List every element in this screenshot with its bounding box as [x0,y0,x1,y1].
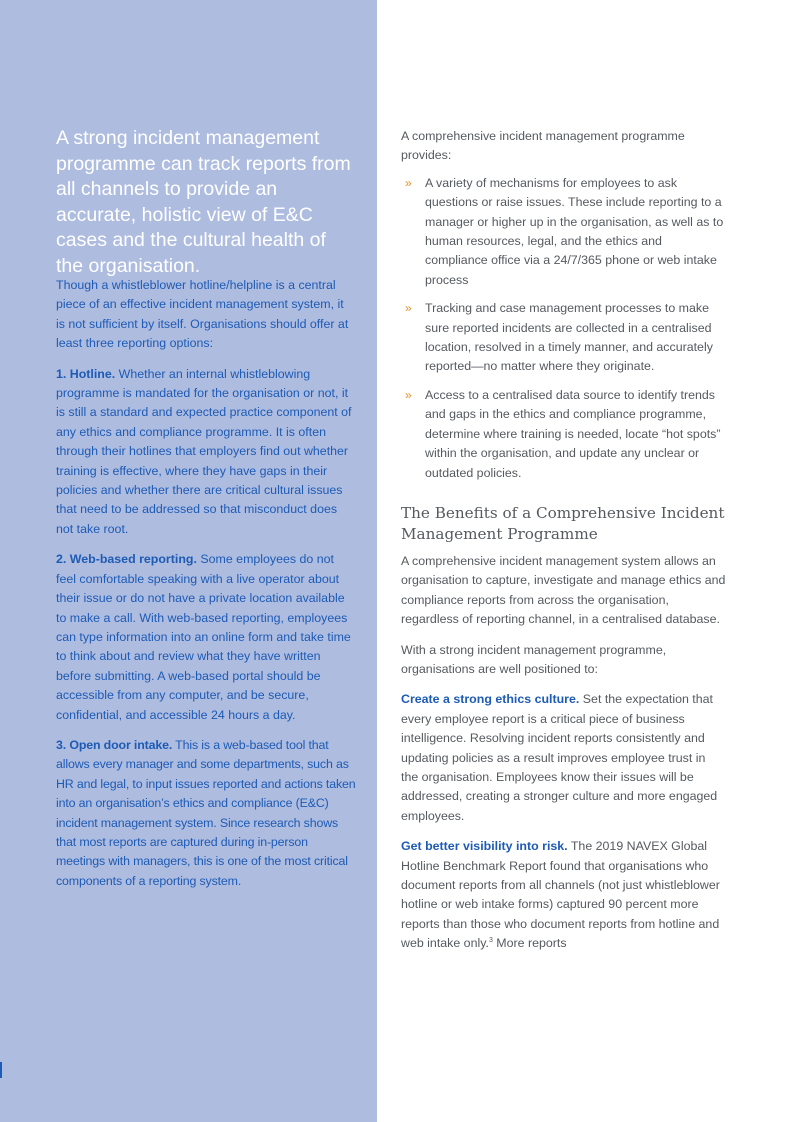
list-item-text: A variety of mechanisms for employees to ask questions or raise issues. These include reporting to a manager or higher up in the organisation, as well as to human resources, legal, and the ethics and compliance office via a 24/7/365 phone or web intake process [425,175,724,287]
option-hotline [56,365,356,540]
option-text: Some employees do not feel comfortable speaking with a live operator about their issue or do not have a private location available to make a call. With web-based reporting, employees can type information into an online form and take time to think about and review what they have written before submitting. A web-based portal should be accessible from any computer, and be secure, confidential, and accessible 24 hours a day. [56,552,351,722]
chevron-bullet-icon: » [405,387,412,402]
chevron-bullet-icon: » [405,175,412,190]
benefit-text: The 2019 NAVEX Global Hotline Benchmark Report found that organisations who document reports from all channels (not just whistleblower hotline or web intake forms) captured 90 percent more reports than those who document reports from hotline and web intake only. [401,839,720,951]
footnote-marker: 3 [488,937,493,945]
sidebar-edge-mark [0,1062,2,1078]
sidebar-body [56,276,356,902]
main-column [401,127,726,965]
sidebar-panel [0,0,377,1122]
benefit-ethics-culture [401,690,726,826]
main-intro: A comprehensive incident management programme provides: [401,129,685,163]
benefit-heading: Get better visibility into risk. [401,839,568,854]
list-item-text: Access to a centralised data source to identify trends and gaps in the ethics and compliance programme, determine where training is needed, locate “hot spots” within the organisation, and update any unclear or outdated policies. [425,387,721,480]
list-item [401,174,726,290]
benefit-text-continued: More reports [492,936,567,951]
sidebar-intro: Though a whistleblower hotline/helpline is a central piece of an effective incident management system, it is not sufficient by itself. Organisations should offer at least three reporting options: [56,278,349,351]
section-paragraph: With a strong incident management programme, organisations are well positioned to: [401,642,667,676]
option-text: Whether an internal whistleblowing programme is mandated for the organisation or not, it is still a standard and expected practice component of any ethics and compliance programme. It is often through their hotlines that employers find out whether training is effective, where they have gaps in their policies and whether there are critical cultural issues that need to be addressed so that misconduct does not take root. [56,366,352,536]
list-item-text: Tracking and case management processes to make sure reported incidents are collected in a centralised location, resolved in a timely manner, and accurately reported—no matter where they originate. [425,301,713,374]
lead-quote: A strong incident management programme can track reports from all channels to provide an accurate, holistic view of E&C cases and the cultural health of the organisation. [56,127,351,277]
option-heading: 2. Web-based reporting. [56,552,197,567]
provides-list [401,174,726,483]
chevron-bullet-icon: » [405,301,412,316]
option-open-door [56,736,356,891]
option-text: This is a web-based tool that allows every manager and some departments, such as HR and legal, to input issues reported and actions taken into an organisation’s ethics and compliance (E&C) incident management system. Since research shows that most reports are captured during in-person meetings with managers, this is one of the most critical components of a reporting system. [56,737,356,888]
option-heading: 1. Hotline. [56,366,116,381]
benefit-visibility [401,837,726,953]
section-paragraph: A comprehensive incident management system allows an organisation to capture, investigate and manage ethics and compliance reports from across the organisation, regardless of reporting channel, in a centralised database. [401,553,726,627]
benefit-text: Set the expectation that every employee report is a critical piece of business intelligence. Resolving incident reports consistently and updating policies as a result improves employee trust in the organisation. Employees know their issues will be addressed, creating a stronger culture and more engaged employees. [401,692,718,823]
option-web-reporting [56,550,356,725]
list-item [401,299,726,377]
benefit-heading: Create a strong ethics culture. [401,692,580,707]
list-item [401,386,726,483]
option-heading: 3. Open door intake. [56,737,173,752]
section-title: The Benefits of a Comprehensive Incident Management Programme [401,503,725,543]
